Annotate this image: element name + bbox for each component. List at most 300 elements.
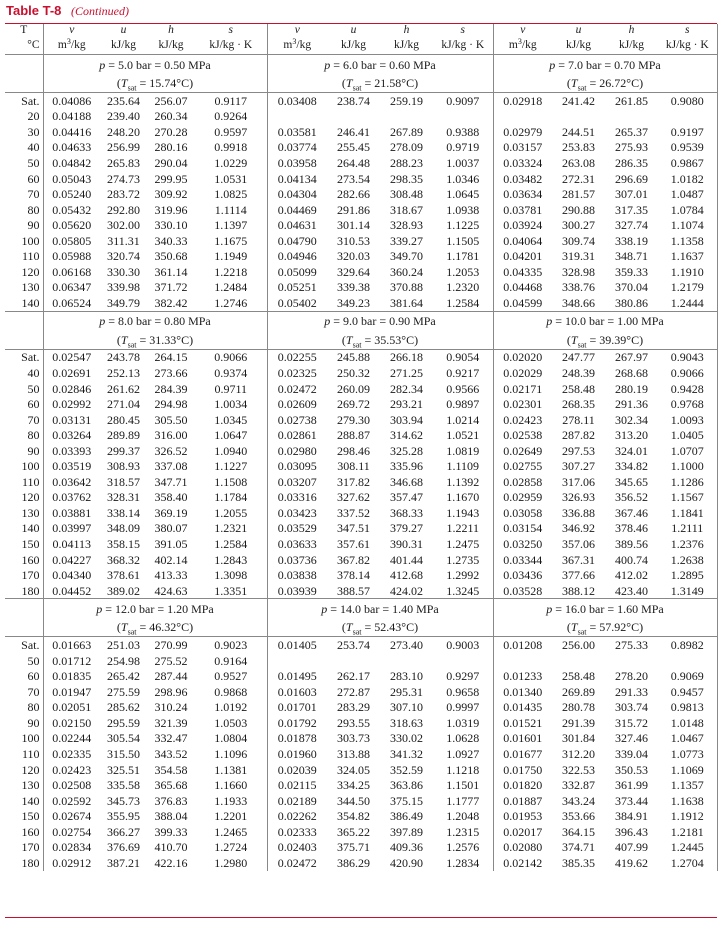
table-row [5, 777, 717, 793]
value-cell: 378.14 [337, 568, 370, 583]
table-row [5, 505, 717, 521]
value-cell: 328.93 [390, 218, 423, 233]
value-cell: 0.04599 [493, 295, 552, 311]
value-cell: 0.02244 [52, 731, 92, 746]
value-cell: 332.87 [562, 778, 595, 793]
value-cell: 0.03264 [52, 428, 92, 443]
value-cell: 1.0034 [195, 396, 267, 412]
value-cell: 1.2376 [658, 536, 717, 552]
temperature-cell: 170 [5, 840, 43, 856]
value-cell [433, 653, 493, 669]
value-cell: 0.03762 [52, 490, 92, 505]
value-cell: 374.71 [562, 840, 595, 855]
temperature-cell: 60 [5, 171, 43, 187]
value-cell: 272.31 [562, 171, 595, 186]
value-cell: 0.04452 [43, 583, 100, 599]
value-cell: 0.06347 [52, 280, 92, 295]
value-cell: 376.69 [107, 840, 140, 855]
value-cell: 1.0647 [195, 427, 267, 443]
value-cell: 0.02538 [503, 428, 543, 443]
value-cell: 0.01947 [52, 684, 92, 699]
value-cell: 1.1784 [195, 490, 267, 506]
value-cell [327, 109, 380, 125]
value-cell: 267.89 [390, 124, 423, 139]
value-cell: 0.05988 [52, 249, 92, 264]
value-cell: 379.27 [390, 521, 423, 536]
value-cell: 1.2111 [658, 521, 717, 537]
value-cell: 1.0804 [195, 731, 267, 747]
prop-unit: kJ/kg · K [433, 38, 493, 55]
value-cell: 278.11 [562, 412, 595, 427]
value-cell [658, 653, 717, 669]
table-row [5, 109, 717, 125]
value-cell: 238.74 [337, 93, 370, 108]
value-cell: 0.02992 [52, 397, 92, 412]
temperature-cell: 90 [5, 715, 43, 731]
value-cell: 328.31 [107, 490, 140, 505]
value-cell: 252.13 [107, 365, 140, 380]
value-cell: 0.02861 [277, 428, 317, 443]
value-cell: 0.9868 [195, 684, 267, 700]
blank-cell [5, 599, 43, 619]
value-cell: 341.32 [390, 747, 423, 761]
value-cell: 0.01792 [277, 715, 317, 730]
value-cell: 280.45 [107, 412, 140, 427]
value-cell: 0.03838 [277, 568, 317, 583]
pressure-label: p = 10.0 bar = 1.00 MPa [493, 311, 717, 331]
value-cell: 0.03408 [277, 93, 317, 108]
superheated-property-table [5, 24, 718, 871]
table-row [5, 808, 717, 824]
value-cell: 0.03528 [493, 583, 552, 599]
value-cell: 339.04 [615, 747, 648, 761]
value-cell: 0.02423 [52, 762, 92, 777]
temperature-cell: 40 [5, 365, 43, 381]
value-cell: 293.55 [337, 715, 370, 730]
prop-symbol-v: v [520, 24, 526, 37]
value-cell: 319.96 [154, 202, 188, 217]
table-row [5, 124, 717, 140]
value-cell: 286.35 [615, 155, 648, 170]
value-cell: 308.93 [107, 459, 140, 474]
value-cell: 322.53 [562, 762, 595, 777]
value-cell: 1.0531 [195, 171, 267, 187]
value-cell: 298.96 [154, 684, 188, 699]
value-cell: 0.9066 [195, 349, 267, 365]
value-cell: 256.00 [562, 638, 595, 653]
value-cell: 0.01820 [503, 778, 543, 793]
value-cell: 0.02333 [277, 824, 317, 839]
value-cell: 0.9867 [658, 155, 717, 171]
value-cell: 0.9264 [195, 109, 267, 125]
value-cell: 420.90 [390, 855, 423, 870]
value-cell: 343.24 [562, 793, 595, 808]
value-cell: 0.02020 [503, 350, 543, 365]
value-cell: 388.57 [327, 583, 380, 599]
value-cell: 385.35 [562, 855, 595, 870]
table-row [5, 583, 717, 599]
value-cell: 1.2992 [433, 567, 493, 583]
value-cell: 1.1505 [433, 233, 493, 249]
table-row [5, 669, 717, 685]
value-cell: 357.06 [562, 536, 595, 551]
value-cell: 0.01712 [52, 653, 92, 668]
value-cell: 248.20 [107, 124, 140, 139]
value-cell: 288.23 [390, 155, 423, 170]
temperature-cell: Sat. [5, 349, 43, 365]
value-cell: 299.37 [107, 443, 140, 458]
value-cell: 305.50 [154, 412, 188, 427]
value-cell: 332.47 [154, 731, 188, 746]
value-cell: 1.1912 [658, 808, 717, 824]
value-cell: 1.2218 [195, 264, 267, 280]
value-cell: 326.52 [154, 443, 188, 458]
value-cell: 0.03881 [52, 505, 92, 520]
value-cell: 397.89 [390, 824, 423, 839]
temperature-cell: 70 [5, 684, 43, 700]
value-cell: 390.31 [390, 536, 423, 551]
value-cell: 295.59 [107, 715, 140, 730]
value-cell: 263.08 [562, 155, 595, 170]
value-cell: 347.51 [337, 521, 370, 536]
table-row [5, 233, 717, 249]
value-cell: 335.58 [107, 778, 140, 793]
table-row [5, 490, 717, 506]
value-cell: 358.40 [154, 490, 188, 505]
temperature-cell: 170 [5, 567, 43, 583]
table-row [5, 248, 717, 264]
value-cell: 361.99 [615, 778, 648, 793]
value-cell: 1.1910 [658, 264, 717, 280]
value-cell: 1.0825 [195, 186, 267, 202]
value-cell: 344.50 [337, 793, 370, 808]
value-cell: 239.40 [107, 109, 140, 124]
value-cell: 1.2895 [658, 567, 717, 583]
value-cell: 373.44 [615, 793, 648, 808]
value-cell: 1.2181 [658, 824, 717, 840]
saturation-temperature-label: $(T_{sat} = 21.58^\circ C)$ [267, 74, 493, 93]
value-cell: 0.9658 [433, 684, 493, 700]
value-cell: 1.0037 [433, 155, 493, 171]
value-cell: 258.48 [562, 669, 595, 684]
value-cell: 0.01750 [503, 762, 543, 777]
value-cell: 1.2444 [658, 295, 717, 311]
value-cell: 266.18 [390, 350, 423, 365]
value-cell: 295.31 [390, 684, 423, 699]
saturation-temperature-label: $(T_{sat} = 35.53^\circ C)$ [267, 331, 493, 350]
value-cell: 260.34 [154, 109, 188, 124]
value-cell: 0.02547 [52, 350, 92, 365]
value-cell: 370.88 [390, 280, 423, 295]
value-cell: 375.71 [337, 840, 370, 855]
value-cell: 377.66 [562, 568, 595, 583]
value-cell: 327.74 [615, 218, 648, 233]
value-cell: 1.2211 [433, 521, 493, 537]
value-cell: 0.03095 [277, 459, 317, 474]
table-row [5, 793, 717, 809]
table-row [5, 684, 717, 700]
value-cell: 0.04842 [52, 155, 92, 170]
value-cell: 302.34 [615, 412, 648, 427]
value-cell: 0.01701 [277, 700, 317, 715]
value-cell: 270.99 [154, 638, 188, 653]
value-cell: 274.73 [107, 171, 140, 186]
blank-cell [5, 618, 43, 637]
value-cell: 0.02912 [52, 855, 92, 870]
temperature-cell: 160 [5, 824, 43, 840]
saturation-temperature-label: $(T_{sat} = 39.39^\circ C)$ [493, 331, 717, 350]
value-cell: 1.1286 [658, 474, 717, 490]
value-cell: 0.02189 [277, 793, 317, 808]
value-cell: 424.02 [380, 583, 433, 599]
value-cell: 0.01835 [52, 669, 92, 684]
value-cell: 0.01878 [277, 731, 317, 746]
value-cell: 317.82 [337, 474, 370, 489]
blank-cell [5, 331, 43, 350]
value-cell: 1.1638 [658, 793, 717, 809]
value-cell: 375.15 [390, 793, 423, 808]
value-cell: 315.50 [107, 747, 140, 761]
blank-cell [5, 55, 43, 75]
value-cell: 0.03997 [52, 521, 92, 536]
value-cell: 0.04064 [503, 233, 543, 248]
value-cell: 0.03642 [52, 474, 92, 489]
value-cell: 368.32 [107, 552, 140, 567]
value-cell: 273.66 [154, 365, 188, 380]
value-cell: 258.48 [562, 381, 595, 396]
value-cell: 382.42 [147, 295, 195, 311]
temperature-cell: 80 [5, 700, 43, 716]
value-cell: 0.9003 [433, 637, 493, 653]
value-cell: 0.02080 [503, 840, 543, 855]
value-cell: 1.0628 [433, 731, 493, 747]
value-cell: 283.10 [390, 669, 423, 684]
value-cell: 1.2735 [433, 552, 493, 568]
prop-unit: kJ/kg · K [658, 38, 717, 55]
value-cell [433, 109, 493, 125]
value-cell: 1.1675 [195, 233, 267, 249]
value-cell: 0.02472 [277, 855, 317, 870]
value-cell: 0.02834 [52, 840, 92, 855]
value-cell: 327.46 [615, 731, 648, 746]
value-cell: 1.0784 [658, 202, 717, 218]
value-cell: 1.0345 [195, 412, 267, 428]
value-cell: 413.33 [154, 568, 188, 583]
value-cell: 275.33 [615, 638, 648, 653]
value-cell: 1.1508 [195, 474, 267, 490]
value-cell: 0.03157 [503, 140, 543, 155]
value-cell: 1.3245 [433, 583, 493, 599]
value-cell: 367.31 [562, 552, 595, 567]
value-cell: 0.9897 [433, 396, 493, 412]
value-cell: 1.0148 [658, 715, 717, 731]
temperature-cell: 50 [5, 653, 43, 669]
value-cell: 343.52 [154, 747, 188, 761]
temperature-cell: 140 [5, 793, 43, 809]
temperature-cell: Sat. [5, 637, 43, 653]
value-cell: 357.61 [337, 536, 370, 551]
value-cell: 1.2746 [195, 295, 267, 311]
value-cell: 1.1358 [658, 233, 717, 249]
value-cell: 269.89 [562, 684, 595, 699]
value-cell: 0.9711 [195, 381, 267, 397]
table-row [5, 637, 717, 653]
value-cell: 0.9117 [195, 93, 267, 109]
value-cell: 339.38 [337, 280, 370, 295]
prop-unit: kJ/kg [147, 38, 195, 55]
value-cell: 270.28 [154, 124, 188, 139]
value-cell: 0.02472 [277, 381, 317, 396]
pressure-header-row [5, 55, 717, 75]
table-row [5, 762, 717, 778]
prop-symbol-u: u [575, 24, 582, 37]
value-cell: 1.2048 [433, 808, 493, 824]
value-cell: 321.39 [154, 715, 188, 730]
value-cell: 384.91 [615, 809, 648, 824]
value-cell: 1.1501 [433, 777, 493, 793]
value-cell: 356.52 [615, 490, 648, 505]
value-cell: 345.73 [107, 793, 140, 808]
value-cell: 350.53 [615, 762, 648, 777]
value-cell: 0.9080 [658, 93, 717, 109]
pressure-header-row [5, 311, 717, 331]
value-cell: 338.14 [107, 505, 140, 520]
value-cell: 366.27 [107, 824, 140, 839]
value-cell: 1.1109 [433, 458, 493, 474]
table-row [5, 474, 717, 490]
value-cell: 337.52 [337, 505, 370, 520]
value-cell: 1.1777 [433, 793, 493, 809]
value-cell: 282.66 [337, 187, 370, 202]
value-cell: 339.27 [390, 233, 423, 248]
value-cell [493, 653, 552, 669]
value-cell: 389.56 [615, 536, 648, 551]
value-cell: 0.02051 [52, 700, 92, 715]
value-cell: 278.09 [390, 140, 423, 155]
value-cell: 294.98 [154, 397, 188, 412]
value-cell: 0.9023 [195, 637, 267, 653]
value-cell: 0.03207 [277, 474, 317, 489]
value-cell: 1.1670 [433, 490, 493, 506]
value-cell: 0.01953 [503, 809, 543, 824]
value-cell: 0.9813 [658, 700, 717, 716]
value-cell: 0.9428 [658, 381, 717, 397]
value-cell: 0.03436 [503, 568, 543, 583]
property-table-container [5, 23, 717, 918]
value-cell: 0.9566 [433, 381, 493, 397]
value-cell: 301.14 [337, 218, 370, 233]
value-cell: 1.1397 [195, 217, 267, 233]
value-cell: 0.9069 [658, 669, 717, 685]
value-cell: 1.3351 [195, 583, 267, 599]
table-row [5, 264, 717, 280]
value-cell: 0.05251 [277, 280, 317, 295]
value-cell: 387.21 [107, 855, 140, 870]
value-cell: 0.05043 [52, 171, 92, 186]
table-row [5, 855, 717, 871]
value-cell: 325.28 [390, 443, 423, 458]
value-cell: 361.14 [154, 264, 188, 279]
value-cell: 364.15 [562, 824, 595, 839]
value-cell: 261.85 [615, 93, 648, 108]
value-cell: 365.22 [337, 824, 370, 839]
value-cell: 284.39 [154, 381, 188, 396]
value-cell: 0.02017 [503, 824, 543, 839]
value-cell [267, 109, 327, 125]
value-cell: 1.0319 [433, 715, 493, 731]
value-cell: 291.33 [615, 684, 648, 699]
value-cell: 0.01233 [503, 669, 543, 684]
value-cell: 359.33 [615, 264, 648, 279]
temp-symbol-header: T [5, 24, 43, 38]
saturation-temperature-label: $(T_{sat} = 31.33^\circ C)$ [43, 331, 267, 350]
value-cell: 241.42 [562, 93, 595, 108]
value-cell: 264.48 [337, 155, 370, 170]
temperature-cell: 40 [5, 140, 43, 156]
value-cell: 299.95 [154, 171, 188, 186]
value-cell: 0.04631 [277, 218, 317, 233]
value-cell: 0.03482 [503, 171, 543, 186]
value-cell: 0.03344 [503, 552, 543, 567]
value-cell: 0.02150 [52, 715, 92, 730]
table-row [5, 365, 717, 381]
value-cell: 0.03781 [503, 202, 543, 217]
value-cell: 273.54 [337, 171, 370, 186]
value-cell: 268.68 [615, 365, 648, 380]
value-cell: 280.78 [562, 700, 595, 715]
value-cell: 254.98 [107, 653, 140, 668]
pressure-header-row [5, 599, 717, 619]
value-cell: 310.24 [154, 700, 188, 715]
saturation-temperature-label: $(T_{sat} = 46.32^\circ C)$ [43, 618, 267, 637]
value-cell: 0.9097 [433, 93, 493, 109]
tsat-header-row [5, 618, 717, 637]
value-cell [380, 109, 433, 125]
value-cell: 288.87 [337, 428, 370, 443]
value-cell: 1.2834 [433, 855, 493, 871]
value-cell: 1.1781 [433, 248, 493, 264]
value-cell: 303.74 [615, 700, 648, 715]
value-cell: 396.43 [615, 824, 648, 839]
value-cell: 0.03736 [277, 552, 317, 567]
value-cell: 0.9457 [658, 684, 717, 700]
value-cell: 0.02508 [52, 778, 92, 793]
value-cell: 291.39 [562, 715, 595, 730]
value-cell: 0.9597 [195, 124, 267, 140]
value-cell: 255.45 [337, 140, 370, 155]
value-cell: 367.82 [337, 552, 370, 567]
value-cell: 0.03958 [277, 155, 317, 170]
value-cell: 1.2724 [195, 840, 267, 856]
value-cell: 0.03634 [503, 187, 543, 202]
value-cell: 272.87 [337, 684, 370, 699]
value-cell [552, 653, 605, 669]
value-cell: 0.8982 [658, 637, 717, 653]
value-cell: 338.76 [562, 280, 595, 295]
value-cell: 0.9997 [433, 700, 493, 716]
value-cell: 0.02738 [277, 412, 317, 427]
prop-symbol-u: u [120, 24, 127, 37]
temperature-cell: 130 [5, 505, 43, 521]
value-cell: 1.1074 [658, 217, 717, 233]
value-cell: 0.01208 [503, 638, 543, 653]
value-cell: 265.42 [107, 669, 140, 684]
value-cell: 290.04 [154, 155, 188, 170]
value-cell: 290.88 [562, 202, 595, 217]
value-cell: 0.02674 [52, 809, 92, 824]
value-cell: 380.07 [154, 521, 188, 536]
value-cell: 0.9388 [433, 124, 493, 140]
